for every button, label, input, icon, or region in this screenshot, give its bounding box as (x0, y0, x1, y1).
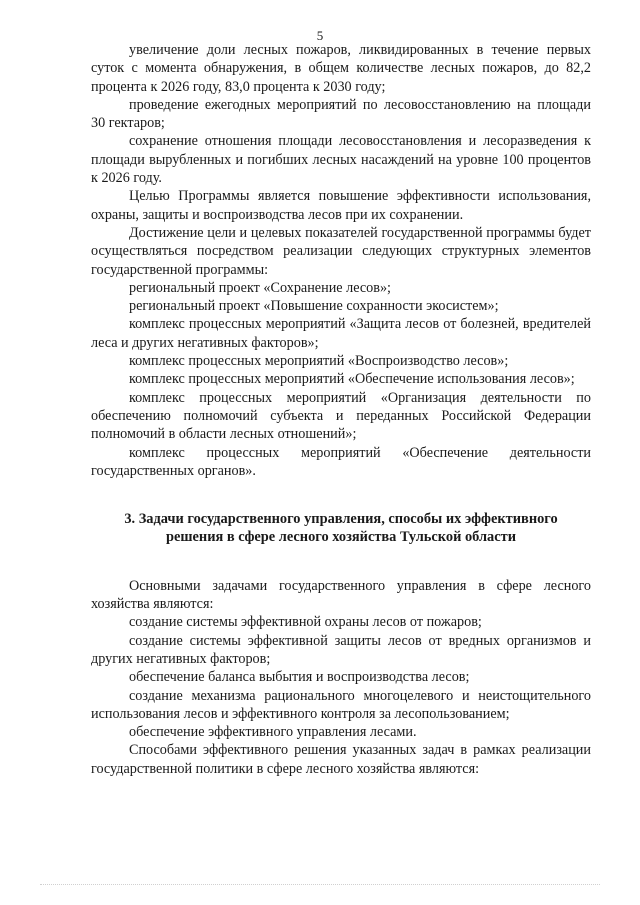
list-item: создание механизма рационального многоцелевого и неистощительного использования лесов и эффективного контроля за лесопользованием; (91, 687, 591, 722)
list-item: создание системы эффективной защиты лесов от вредных организмов и других негативных факторов; (91, 632, 591, 667)
list-item: комплекс процессных мероприятий «Обеспечение деятельности государственных органов». (91, 444, 591, 479)
paragraph: проведение ежегодных мероприятий по лесовосстановлению на площади 30 гектаров; (91, 96, 591, 132)
paragraph: сохранение отношения площади лесовосстановления и лесоразведения к площади вырубленных и погибших лесных насаждений на уровне 100 процентов к 2026 году. (91, 133, 591, 187)
paragraph: Достижение цели и целевых показателей государственной программы будет осуществляться посредством реализации следующих структурных элементов государственной программы: (91, 224, 591, 278)
scan-artifact-line (40, 884, 600, 888)
section-heading: 3. Задачи государственного управления, способы их эффективного решения в сфере лесного хозяйства Тульской области (124, 511, 558, 546)
paragraph: увеличение доли лесных пожаров, ликвидированных в течение первых суток с момента обнаружения, в общем количестве лесных пожаров, до 82,2 процента к 2026 году, 83,0 процента к 2030 году; (91, 42, 591, 95)
paragraph: Целью Программы является повышение эффективности использования, охраны, защиты и воспроизводства лесов при их сохранении. (91, 188, 591, 223)
list-item: региональный проект «Повышение сохранности экосистем»; (129, 298, 499, 315)
list-item: комплекс процессных мероприятий «Защита лесов от болезней, вредителей леса и других негативных факторов»; (91, 316, 591, 351)
page-number: 5 (316, 28, 324, 43)
list-item: комплекс процессных мероприятий «Организация деятельности по обеспечению полномочий субъекта и переданных Российской Федерации полномочий в области лесных отношений»; (91, 389, 591, 443)
list-item: создание системы эффективной охраны лесов от пожаров; (129, 614, 482, 631)
list-item: региональный проект «Сохранение лесов»; (129, 279, 391, 296)
document-body (91, 41, 591, 778)
list-item: комплекс процессных мероприятий «Воспроизводство лесов»; (129, 353, 509, 370)
list-item: обеспечение эффективного управления лесами. (129, 724, 417, 741)
paragraph: Способами эффективного решения указанных задач в рамках реализации государственной политики в сфере лесного хозяйства являются: (91, 742, 591, 777)
paragraph: Основными задачами государственного управления в сфере лесного хозяйства являются: (91, 577, 591, 613)
list-item: обеспечение баланса выбытия и воспроизводства лесов; (129, 669, 470, 686)
list-item: комплекс процессных мероприятий «Обеспечение использования лесов»; (129, 371, 575, 388)
